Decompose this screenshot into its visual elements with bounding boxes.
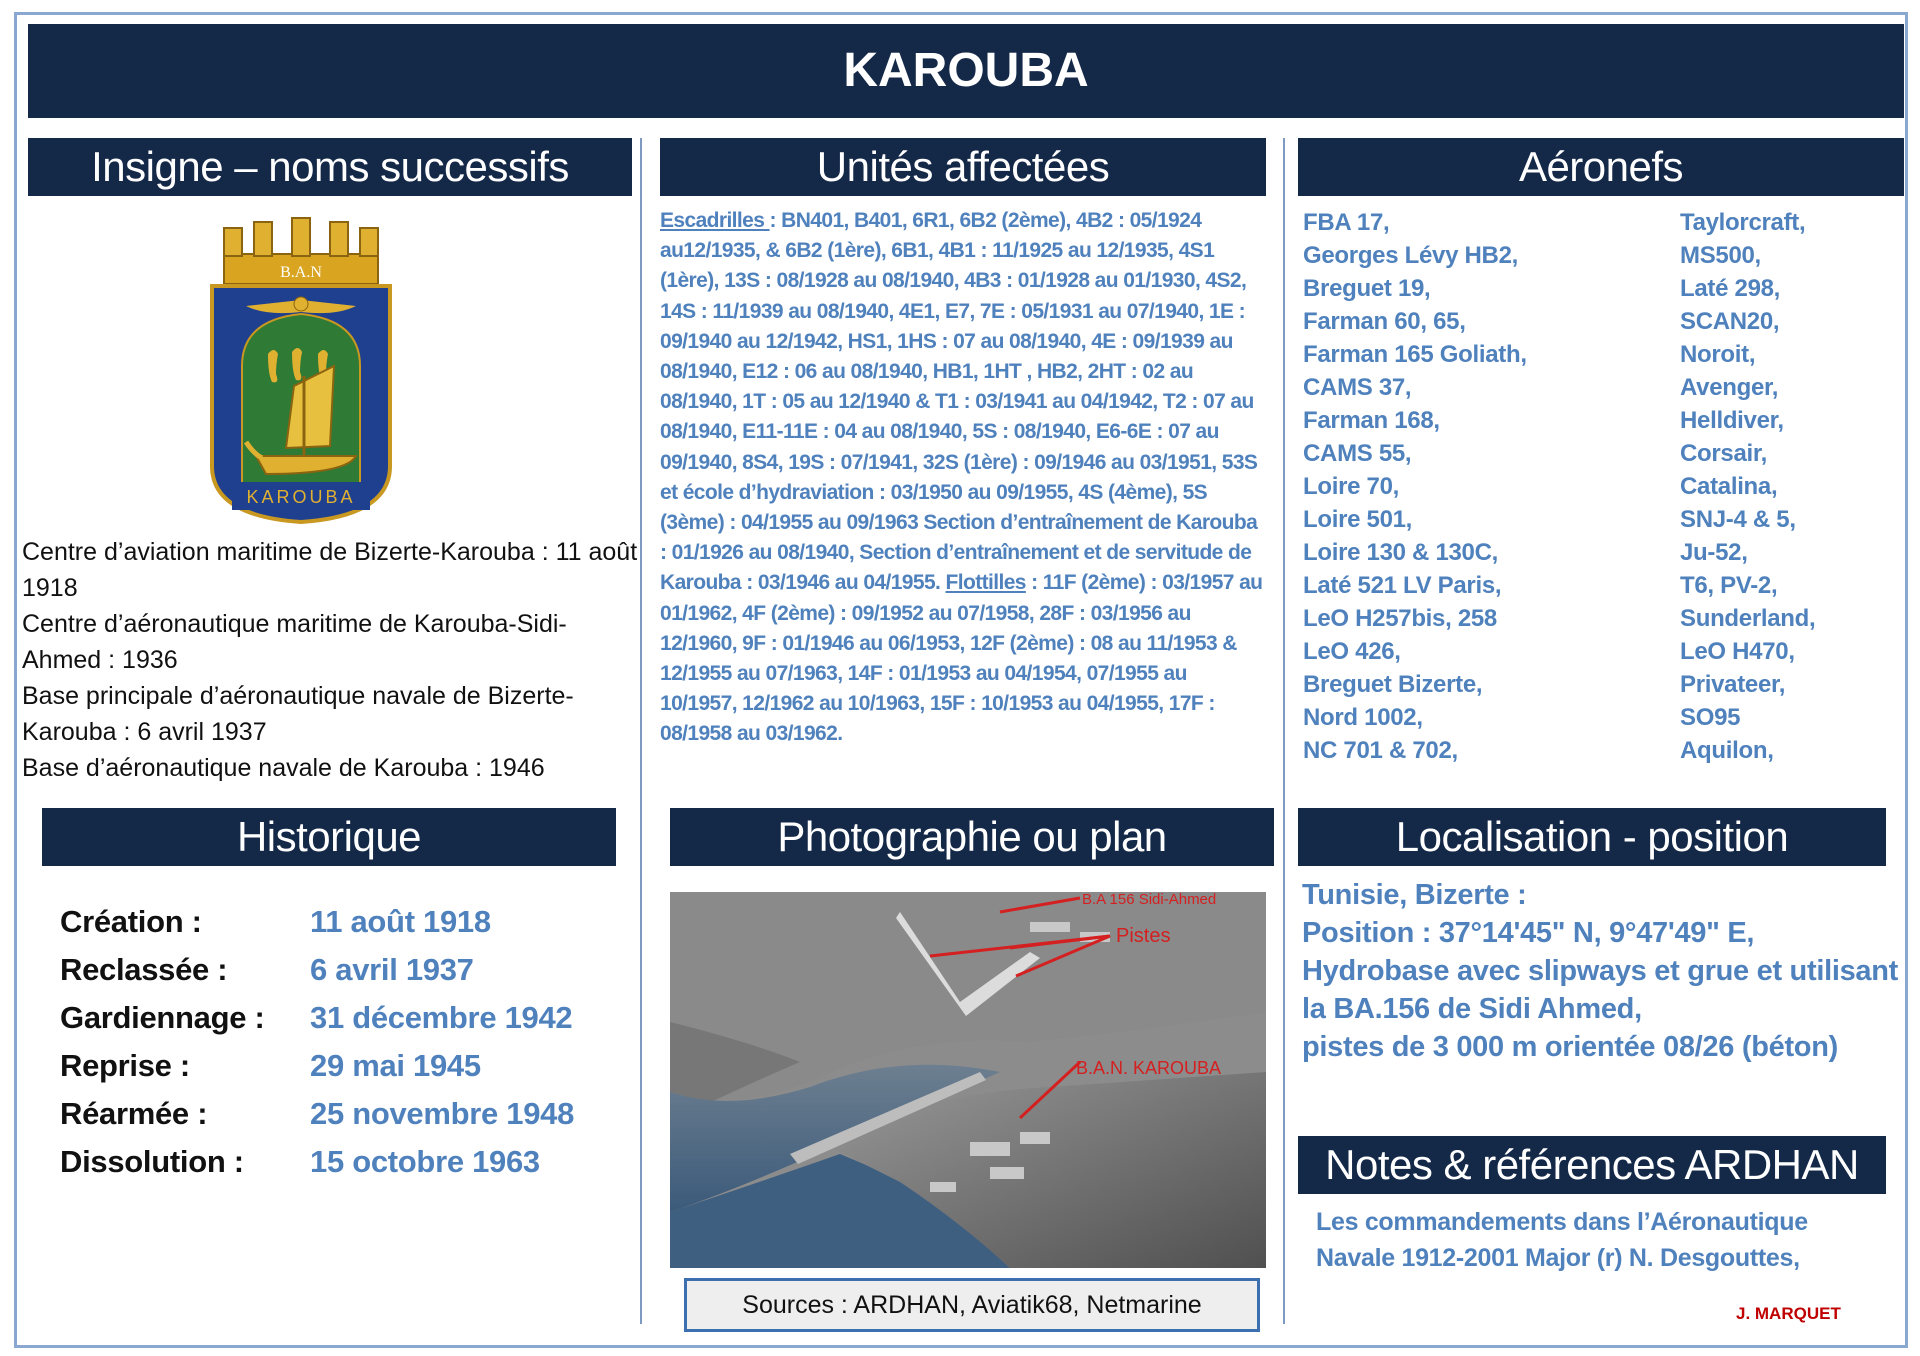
historique-value: 29 mai 1945 xyxy=(310,1048,481,1083)
aircraft-item: Breguet 19, xyxy=(1303,275,1431,302)
sources-box: Sources : ARDHAN, Aviatik68, Netmarine xyxy=(684,1278,1260,1332)
photo-label-ban: B.A.N. KAROUBA xyxy=(1076,1058,1222,1078)
photo-label-pistes: Pistes xyxy=(1116,925,1171,947)
historique-value: 15 octobre 1963 xyxy=(310,1144,540,1179)
historique-label: Réarmée : xyxy=(60,1096,208,1131)
aerial-photo xyxy=(670,892,1266,1268)
aircraft-item: Georges Lévy HB2, xyxy=(1303,242,1518,269)
aircraft-item: Catalina, xyxy=(1680,473,1778,500)
aircraft-item: NC 701 & 702, xyxy=(1303,737,1458,764)
historique-row xyxy=(60,1000,620,1048)
aircraft-item: Corsair, xyxy=(1680,440,1767,467)
aircraft-item: LeO H257bis, 258 xyxy=(1303,605,1497,632)
photo-label-base: B.A 156 Sidi-Ahmed xyxy=(1082,892,1217,908)
escadrilles-label: Escadrilles xyxy=(660,209,770,232)
name-entry: Centre d’aviation maritime de Bizerte-Karouba : 11 août 1918 xyxy=(22,538,638,602)
localisation-line: Tunisie, Bizerte : xyxy=(1302,879,1527,911)
crown xyxy=(224,218,378,284)
historique-label: Reprise : xyxy=(60,1048,190,1083)
header-historique: Historique xyxy=(42,808,616,866)
aircraft-item: SO95 xyxy=(1680,704,1741,731)
header-insigne: Insigne – noms successifs xyxy=(28,138,632,196)
aircraft-item: Laté 521 LV Paris, xyxy=(1303,572,1502,599)
aircraft-item: Loire 70, xyxy=(1303,473,1400,500)
localisation-line: Position : 37°14'45" N, 9°47'49" E, xyxy=(1302,917,1755,949)
aircraft-item: Loire 130 & 130C, xyxy=(1303,539,1498,566)
aircraft-item: Nord 1002, xyxy=(1303,704,1423,731)
name-entry: Base principale d’aéronautique navale de Bizerte-Karouba : 6 avril 1937 xyxy=(22,682,574,746)
historique-label: Création : xyxy=(60,904,202,939)
aircraft-item: Ju-52, xyxy=(1680,539,1748,566)
aircraft-item: Breguet Bizerte, xyxy=(1303,671,1483,698)
aircraft-item: CAMS 37, xyxy=(1303,374,1412,401)
unites-text xyxy=(660,206,1268,750)
notes-text: Les commandements dans l’Aéronautique Navale 1912-2001 Major (r) N. Desgouttes, xyxy=(1316,1208,1808,1272)
historique-label: Dissolution : xyxy=(60,1144,244,1179)
aircraft-item: FBA 17, xyxy=(1303,209,1390,236)
aircraft-item: MS500, xyxy=(1680,242,1761,269)
aircraft-item: Sunderland, xyxy=(1680,605,1816,632)
author-signature: J. MARQUET xyxy=(1736,1304,1841,1323)
aircraft-item: SCAN20, xyxy=(1680,308,1780,335)
historique-row xyxy=(60,904,620,952)
aircraft-item: CAMS 55, xyxy=(1303,440,1412,467)
escadrilles-text: : BN401, B401, 6R1, 6B2 (2ème), 4B2 : 05/1924 au12/1935, & 6B2 (1ère), 6B1, 4B1 : 11/1925 au 12/1935, 4S1 (1ère), 13S : 08/1928 au 08/1940, 4B3 : 01/1928 au 01/1930, 4S2, 14S : 11/1939 au 08/1940, 4E1, E7, 7E : 05/1931 au 07/1940, 1E : 09/1940 au 12/1942, HS1, 1HS : 07 au 08/1940, 4E : 09/1939 au 08/1940, E12 : 06 au 08/1940, HB1, 1HT , HB2, 2HT : 02 au 08/1940, 1T : 05 au 12/1940 & T1 : 03/1941 au 04/1942, T2 : 07 au 08/1940, E11-11E : 04 au 08/1940, 5S : 08/1940, E6-6E : 07 au 09/1940, 8S4, 19S : 07/1941, 32S (1ère) : 09/1946 au 03/1951, 53S et école d’hydraviation : 03/1950 au 09/1955, 4S (4ème), 5S (3ème) : 04/1955 au 09/1963 Section d’entraînement de Karouba : 01/1926 au 08/1940, Section d’entraînement et de servitude de Karouba : 03/1946 au 04/1955. xyxy=(660,209,1258,595)
localisation-line: Hydrobase avec slipways et grue et utilisant la BA.156 de Sidi Ahmed, xyxy=(1302,955,1899,1025)
aircraft-item: Noroit, xyxy=(1680,341,1756,368)
banner-text: KAROUBA xyxy=(246,487,356,507)
historique-label: Gardiennage : xyxy=(60,1000,265,1035)
name-entry: Base d’aéronautique navale de Karouba : 1946 xyxy=(22,754,545,782)
aeronefs-column-1 xyxy=(1303,206,1527,767)
aircraft-item: Laté 298, xyxy=(1680,275,1781,302)
aeronefs-column-2 xyxy=(1680,206,1815,767)
header-photo: Photographie ou plan xyxy=(670,808,1274,866)
name-entry: Centre d’aéronautique maritime de Karouba-Sidi-Ahmed : 1936 xyxy=(22,610,567,674)
aircraft-item: Loire 501, xyxy=(1303,506,1413,533)
historique-row xyxy=(60,1048,620,1096)
aircraft-item: Taylorcraft, xyxy=(1680,209,1806,236)
localisation-text xyxy=(1302,876,1902,1066)
aircraft-item: Aquilon, xyxy=(1680,737,1774,764)
aircraft-item: Helldiver, xyxy=(1680,407,1784,434)
header-unites: Unités affectées xyxy=(660,138,1266,196)
historique-value: 25 novembre 1948 xyxy=(310,1096,575,1131)
column-divider xyxy=(1283,138,1285,1324)
flottilles-text: : 11F (2ème) : 03/1957 au 01/1962, 4F (2ème) : 09/1952 au 07/1958, 28F : 03/1956 au 12/1960, 9F : 01/1946 au 06/1953, 12F (2ème) : 08 au 11/1953 & 12/1955 au 07/1963, 14F : 01/1953 au 04/1954, 07/1955 au 10/1957, 12/1962 au 10/1963, 15F : 10/1953 au 04/1955, 17F : 08/1958 au 03/1962. xyxy=(660,571,1263,746)
karouba-insigne-emblem xyxy=(206,216,396,526)
successive-names xyxy=(22,534,642,786)
historique-value: 11 août 1918 xyxy=(310,904,491,939)
crown-text: B.A.N xyxy=(280,264,322,281)
flottilles-label: Flottilles xyxy=(945,571,1026,595)
historique-row xyxy=(60,952,620,1000)
header-aeronefs: Aéronefs xyxy=(1298,138,1904,196)
historique-row xyxy=(60,1096,620,1144)
header-localisation: Localisation - position xyxy=(1298,808,1886,866)
aircraft-item: Farman 60, 65, xyxy=(1303,308,1466,335)
historique-row xyxy=(60,1144,620,1192)
historique-label: Reclassée : xyxy=(60,952,228,987)
aircraft-item: Farman 165 Goliath, xyxy=(1303,341,1527,368)
aircraft-item: T6, PV-2, xyxy=(1680,572,1778,599)
aircraft-item: LeO H470, xyxy=(1680,638,1795,665)
localisation-line: pistes de 3 000 m orientée 08/26 (béton) xyxy=(1302,1031,1838,1063)
historique-value: 31 décembre 1942 xyxy=(310,1000,573,1035)
historique-table xyxy=(60,904,620,1192)
aircraft-item: Farman 168, xyxy=(1303,407,1440,434)
page-title: KAROUBA xyxy=(28,24,1904,118)
aircraft-item: Avenger, xyxy=(1680,374,1779,401)
header-notes: Notes & références ARDHAN xyxy=(1298,1136,1886,1194)
aircraft-item: LeO 426, xyxy=(1303,638,1401,665)
aircraft-item: Privateer, xyxy=(1680,671,1786,698)
aircraft-item: SNJ-4 & 5, xyxy=(1680,506,1796,533)
historique-value: 6 avril 1937 xyxy=(310,952,474,987)
